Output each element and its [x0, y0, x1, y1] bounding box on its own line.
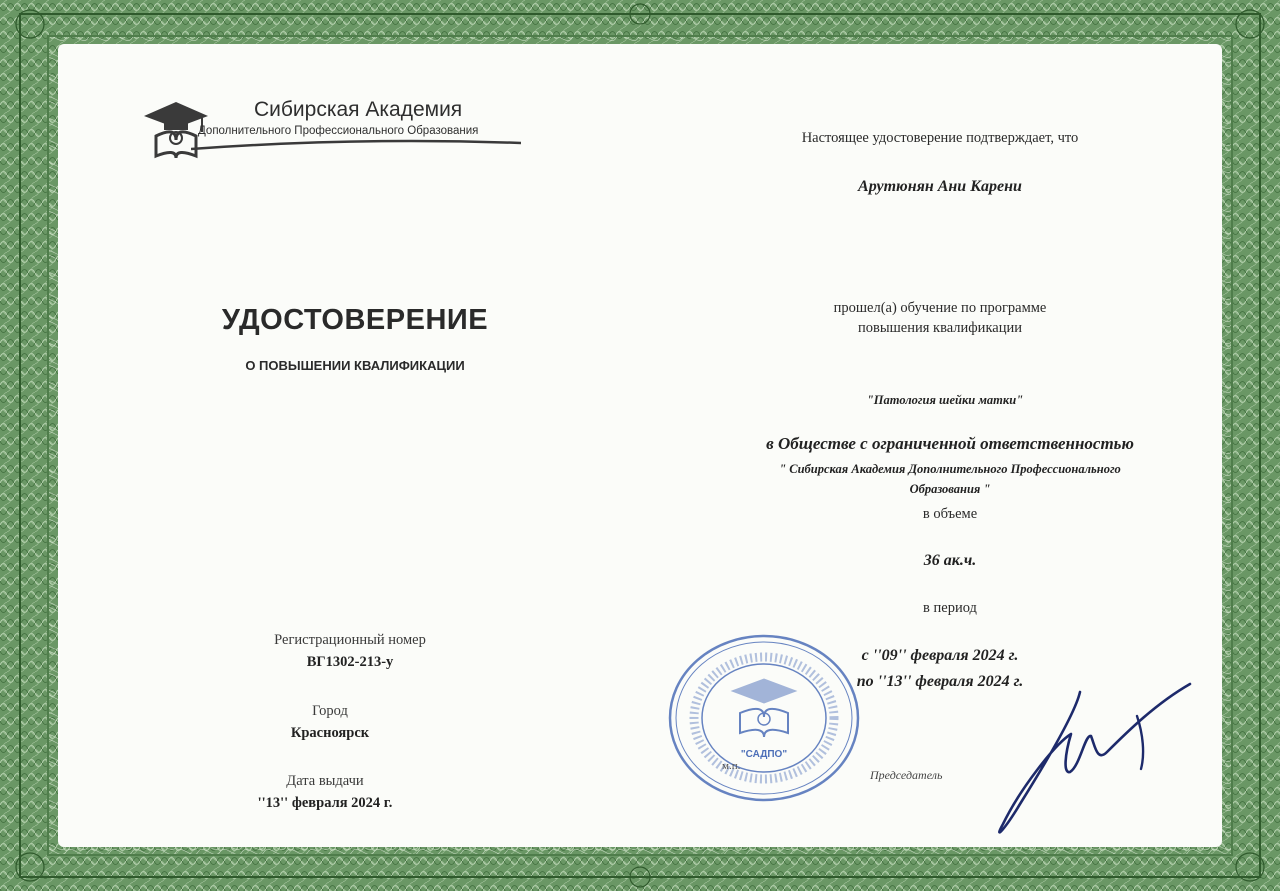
round-seal-stamp-icon: [666, 633, 862, 803]
program-name: "Патология шейки матки": [866, 393, 1024, 407]
document-title: УДОСТОВЕРЕНИЕ: [221, 304, 489, 336]
document-subtitle: О ПОВЫШЕНИИ КВАЛИФИКАЦИИ: [245, 358, 465, 373]
period-to: по ''13'' февраля 2024 г.: [856, 673, 1024, 690]
completed-text-line2: повышения квалификации: [858, 320, 1022, 336]
volume-value: 36 ак.ч.: [923, 552, 977, 569]
issue-date-value: ''13'' февраля 2024 г.: [257, 795, 393, 811]
period-from: с ''09'' февраля 2024 г.: [861, 647, 1019, 664]
chairman-label: Председатель: [870, 768, 943, 782]
organization-line3: Образования ": [909, 482, 991, 496]
period-label: в период: [923, 600, 977, 616]
issue-date-label: Дата выдачи: [286, 773, 364, 789]
certifies-text: Настоящее удостоверение подтверждает, что: [801, 130, 1079, 146]
city-label: Город: [312, 703, 348, 719]
organization-line2: " Сибирская Академия Дополнительного Профессионального: [779, 462, 1121, 476]
registration-number-label: Регистрационный номер: [274, 632, 426, 648]
logo-title: Сибирская Академия: [254, 98, 463, 121]
academy-logo: [136, 96, 526, 168]
seal-place-label: м.п.: [722, 760, 741, 772]
logo-underline: [191, 139, 521, 151]
organization-line1: в Обществе с ограниченной ответственностью: [766, 434, 1134, 453]
handwritten-signature-icon: [985, 674, 1195, 844]
logo-subtitle: Дополнительного Профессионального Образования: [198, 125, 479, 137]
completed-text-line1: прошел(а) обучение по программе: [833, 300, 1047, 316]
volume-label: в объеме: [922, 506, 978, 522]
city-value: Красноярск: [290, 725, 370, 741]
stamp-center-text: "САДПО": [740, 749, 788, 760]
registration-number-value: ВГ1302-213-у: [306, 654, 394, 670]
holder-name: Арутюнян Ани Карени: [858, 178, 1022, 195]
